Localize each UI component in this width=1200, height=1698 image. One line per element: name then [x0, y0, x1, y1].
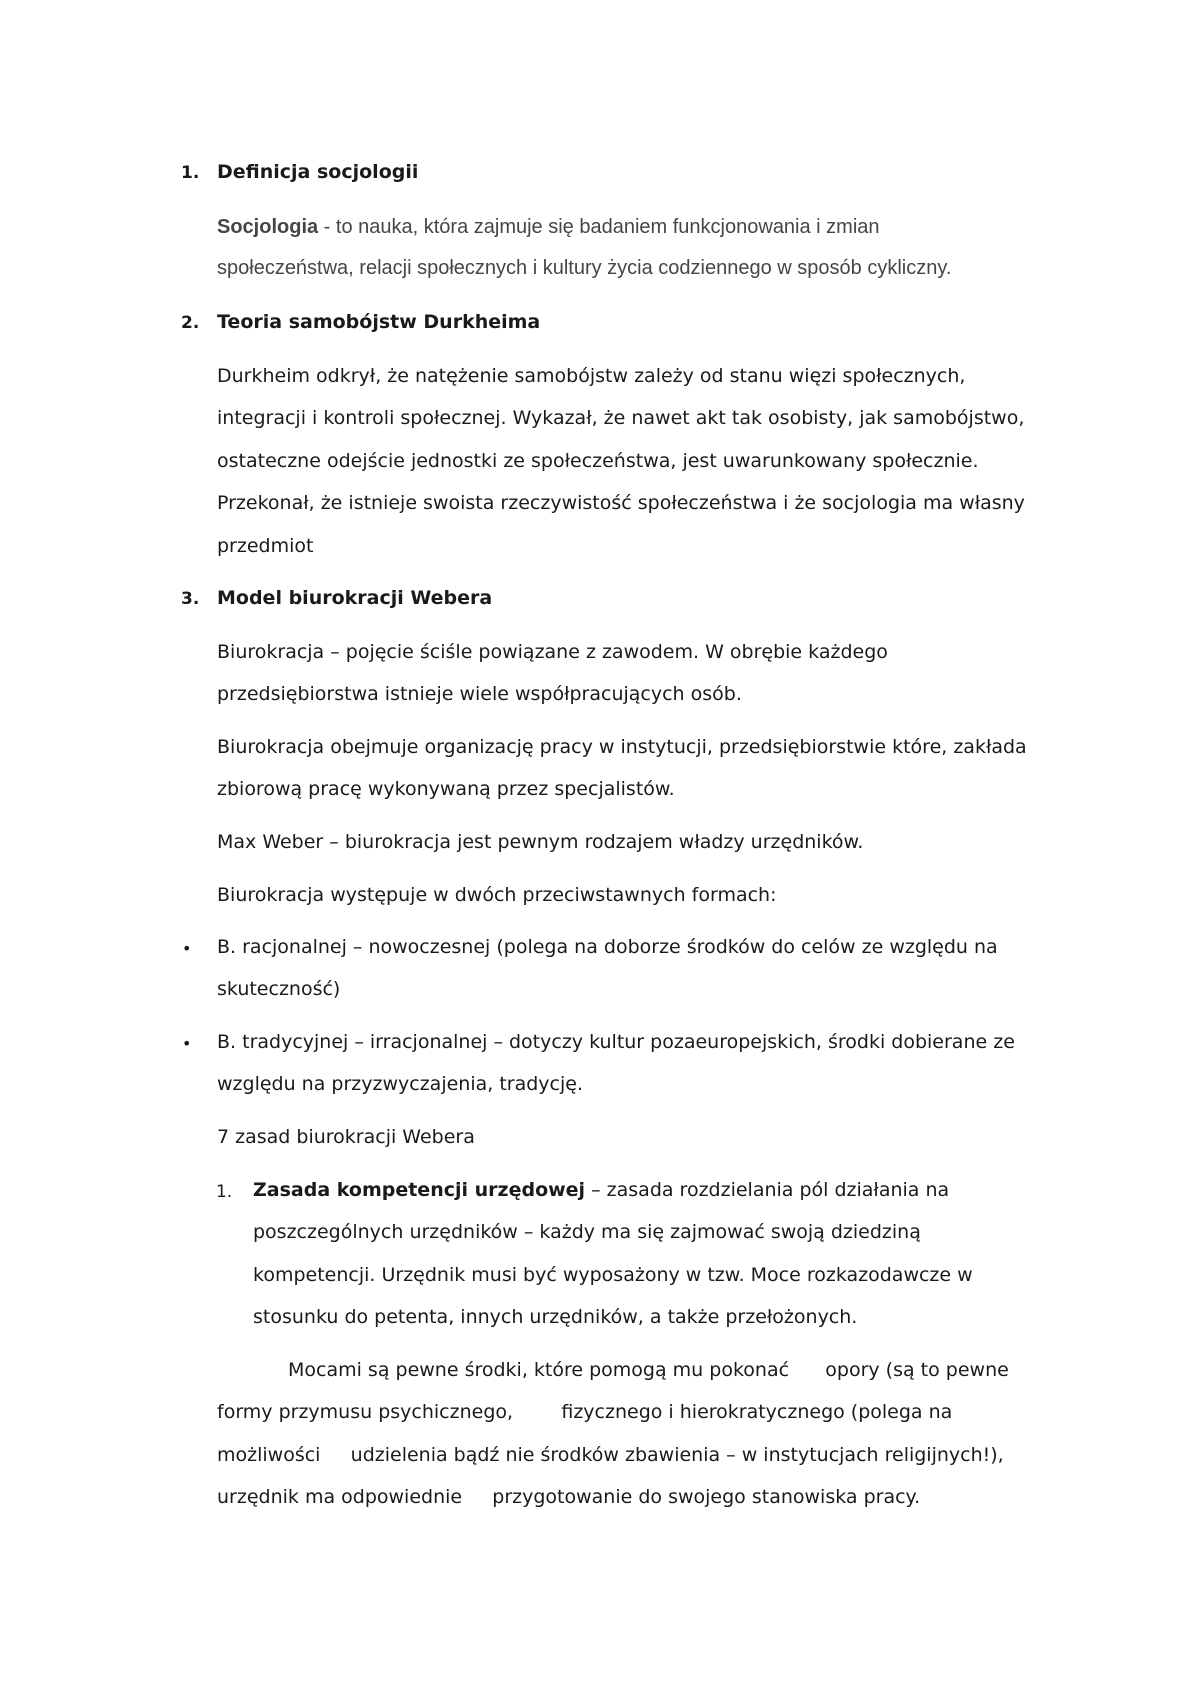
paragraph-line: Mocami są pewne środki, które pomogą mu pokonać opory (są to pewne: [288, 1359, 1009, 1381]
paragraph-line: integracji i kontroli społecznej. Wykazał, że nawet akt tak osobisty, jak samobójstwo,: [217, 407, 1025, 429]
section-title: Definicja socjologii: [217, 161, 419, 183]
bullet-line: B. racjonalnej – nowoczesnej (polega na doborze środków do celów ze względu na: [217, 936, 998, 958]
principle-line: Zasada kompetencji urzędowej – zasada rozdzielania pól działania na: [253, 1179, 950, 1201]
principle-number: 1.: [216, 1182, 233, 1202]
paragraph-line: przedsiębiorstwa istnieje wiele współpracujących osób.: [217, 683, 742, 705]
principle-line: stosunku do petenta, innych urzędników, a także przełożonych.: [253, 1306, 858, 1328]
bullet-marker: •: [182, 1034, 192, 1053]
paragraph-line: Przekonał, że istnieje swoista rzeczywistość społeczeństwa i że socjologia ma własny: [217, 492, 1025, 514]
paragraph-line: możliwości udzielenia bądź nie środków zbawienia – w instytucjach religijnych!),: [217, 1444, 1004, 1466]
paragraph-line: urzędnik ma odpowiednie przygotowanie do swojego stanowiska pracy.: [217, 1486, 921, 1508]
principle-line: poszczególnych urzędników – każdy ma się zajmować swoją dziedziną: [253, 1221, 921, 1243]
paragraph-line: Biurokracja występuje w dwóch przeciwstawnych formach:: [217, 884, 777, 906]
principle-line: kompetencji. Urzędnik musi być wyposażony w tzw. Moce rozkazodawcze w: [253, 1264, 973, 1286]
paragraph-line: Durkheim odkrył, że natężenie samobójstw zależy od stanu więzi społecznych,: [217, 365, 966, 387]
bullet-marker: •: [182, 939, 192, 958]
definition-line: społeczeństwa, relacji społecznych i kultury życia codziennego w sposób cykliczny.: [217, 257, 952, 279]
section-number: 3.: [181, 589, 200, 609]
paragraph-line: ostateczne odejście jednostki ze społeczeństwa, jest uwarunkowany społecznie.: [217, 450, 979, 472]
paragraph-line: Biurokracja obejmuje organizację pracy w instytucji, przedsiębiorstwie które, zakłada: [217, 736, 1027, 758]
definition-line: Socjologia - to nauka, która zajmuje się badaniem funkcjonowania i zmian: [217, 216, 880, 238]
principle-title: Zasada kompetencji urzędowej: [253, 1179, 586, 1201]
paragraph-line: przedmiot: [217, 535, 314, 557]
section-title: Model biurokracji Webera: [217, 587, 493, 609]
paragraph-line: formy przymusu psychicznego, fizycznego i hierokratycznego (polega na: [217, 1401, 953, 1423]
bullet-line: skuteczność): [217, 978, 341, 1000]
section-title: Teoria samobójstw Durkheima: [217, 311, 541, 333]
paragraph-line: Biurokracja – pojęcie ściśle powiązane z zawodem. W obrębie każdego: [217, 641, 888, 663]
definition-term: Socjologia: [217, 216, 319, 238]
section-number: 1.: [181, 163, 200, 183]
bullet-line: B. tradycyjnej – irracjonalnej – dotyczy kultur pozaeuropejskich, środki dobierane ze: [217, 1031, 1015, 1053]
paragraph-line: zbiorową pracę wykonywaną przez specjalistów.: [217, 778, 675, 800]
bullet-line: względu na przyzwyczajenia, tradycję.: [217, 1073, 583, 1095]
subheading: 7 zasad biurokracji Webera: [217, 1126, 475, 1148]
section-number: 2.: [181, 313, 200, 333]
paragraph-line: Max Weber – biurokracja jest pewnym rodzajem władzy urzędników.: [217, 831, 864, 853]
